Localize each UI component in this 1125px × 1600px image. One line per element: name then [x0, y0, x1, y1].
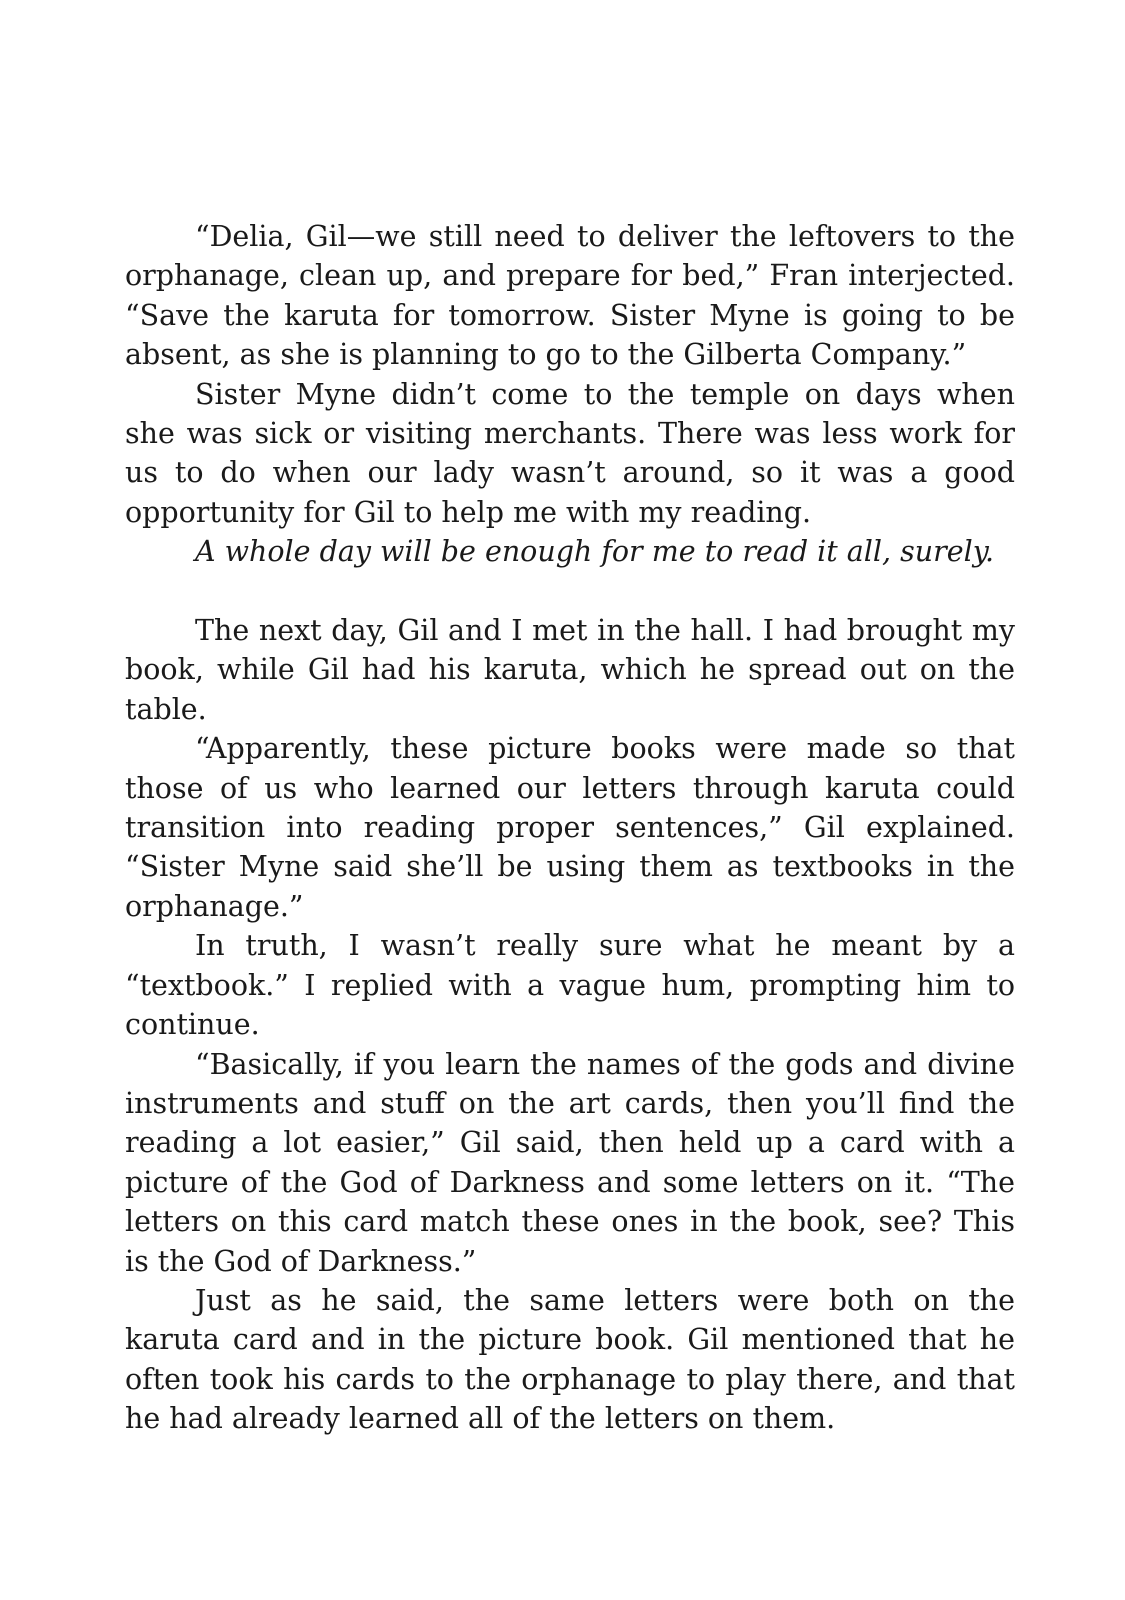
paragraph: “Delia, Gil—we still need to deliver the leftovers to the orphanage, clean up, and prepare for bed,” Fran interjected. “Save the karuta for tomorrow. Sister Myne is going to be absent, as she is planning to go to the Gilberta Company.”: [125, 220, 1015, 372]
page-text: [125, 217, 1015, 1439]
paragraph: Sister Myne didn’t come to the temple on days when she was sick or visiting merchants. There was less work for us to do when our lady wasn’t around, so it was a good opportunity for Gil to help me with my reading.: [125, 377, 1015, 529]
paragraph: “Apparently, these picture books were made so that those of us who learned our letters through karuta could transition into reading proper sentences,” Gil explained. “Sister Myne said she’ll be using them as textbooks in the orphanage.”: [125, 732, 1015, 923]
inner-thought-paragraph: A whole day will be enough for me to read it all, surely.: [195, 535, 995, 569]
paragraph: “Basically, if you learn the names of the gods and divine instruments and stuff on the art cards, then you’ll find the reading a lot easier,” Gil said, then held up a card with a picture of the God of Darkness and some letters on it. “The letters on this card match these ones in the book, see? This is the God of Darkness.”: [125, 1047, 1015, 1278]
scene-break: [125, 572, 1015, 611]
paragraph: Just as he said, the same letters were both on the karuta card and in the picture book. Gil mentioned that he often took his cards to the orphanage to play there, and that he had already learned all of the letters on them.: [125, 1283, 1015, 1436]
paragraph: In truth, I wasn’t really sure what he meant by a “textbook.” I replied with a vague hum, prompting him to continue.: [125, 929, 1015, 1042]
paragraph: The next day, Gil and I met in the hall. I had brought my book, while Gil had his karuta, which he spread out on the table.: [125, 614, 1015, 726]
